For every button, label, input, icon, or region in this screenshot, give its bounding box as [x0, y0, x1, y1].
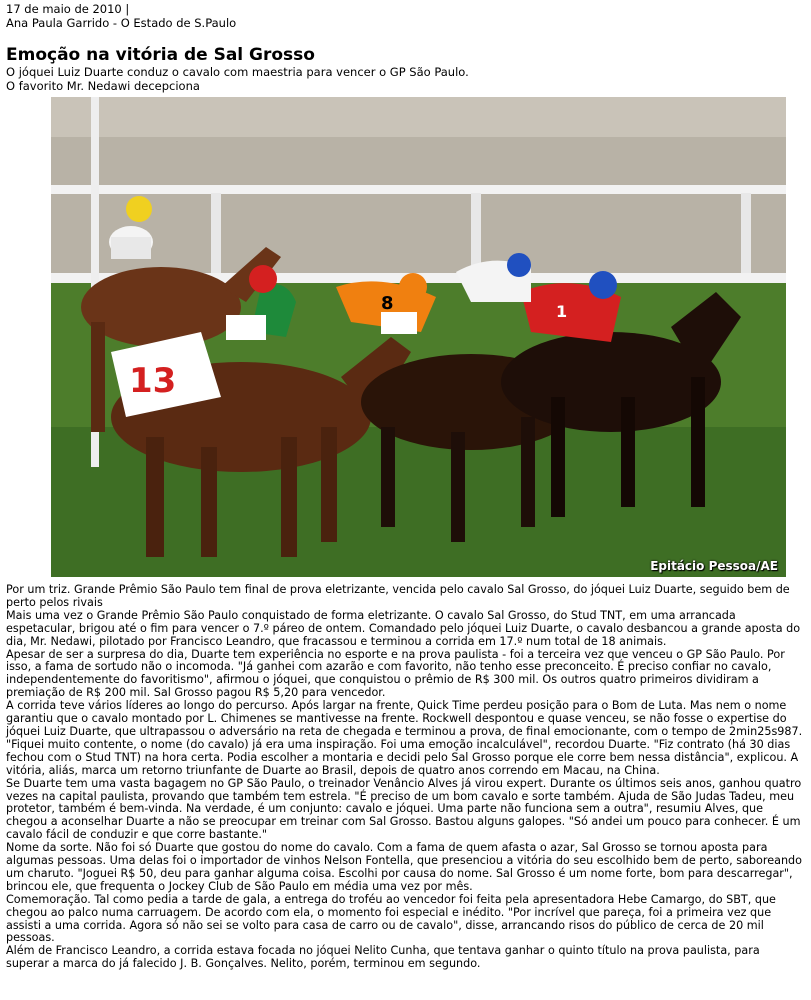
article-byline: Ana Paula Garrido - O Estado de S.Paulo [6, 16, 237, 30]
article-subtitle [6, 65, 706, 93]
rail-post [211, 193, 221, 283]
article-date: 17 de maio de 2010 | [6, 2, 130, 16]
article-paragraph: Se Duarte tem uma vasta bagagem no GP São Paulo, o treinador Venâncio Alves já virou expert. Durante os últimos seis anos, ganhou quatro vezes na capital paulista, provando que também tem estrela. "É preciso de um bom cavalo e sorte também. Ajuda de São Judas Tadeu, meu protetor, também é bem-vinda. Na verdade, é um conjunto: cavalo e jóquei. Uma parte não funciona sem a outra", resumiu Alves, que chegou a aconselhar Duarte a não se preocupar em treinar com Sal Grosso. Bastou alguns galopes. "Só andei um pouco para conhecer. É um cavalo fácil de conduzir e que corre bastante." [6, 776, 802, 842]
article-headline: Emoção na vitória de Sal Grosso [6, 45, 315, 65]
photo-caption: Por um triz. Grande Prêmio São Paulo tem final de prova eletrizante, vencida pelo cavalo Sal Grosso, do jóquei Luiz Duarte, seguido bem de perto pelos rivais [6, 583, 790, 609]
article-paragraph: Além de Francisco Leandro, a corrida estava focada no jóquei Nelito Cunha, que tentava ganhar o quinto título na prova paulista, para superar a marca do já falecido J. B. Gonçalves. Nelito, porém, terminou em segundo. [6, 944, 760, 971]
article-paragraph: Nome da sorte. Não foi só Duarte que gostou do nome do cavalo. Com a fama de quem afasta o azar, Sal Grosso se tornou aposta para algumas pessoas. Uma delas foi o importador de vinhos Nelson Fontella, que presenciou a vitória do seu escolhido bem de perto, saboreando um charuto. "Joguei R$ 50, deu para ganhar alguma coisa. Escolhi por causa do nome. Sal Grosso é um nome forte, bom para descarregar", brincou ele, que frequenta o Jockey Club de São Paulo em média uma vez por mês. [6, 841, 802, 893]
dirt-track-far [51, 97, 786, 137]
article-paragraph: Apesar de ser a surpresa do dia, Duarte tem experiência no esporte e na prova paulista - foi a terceira vez que venceu o GP São Paulo. Por isso, a fama de sortudo não o incomoda. "Já ganhei com azarão e com favorito, não tenho esse preconceito. É preciso confiar no cavalo, independentemente do favoritismo", afirmou o jóquei, que conquistou o prêmio de R$ 300 mil. Os outros quatro primeiros dividiram a premiação de R$ 200 mil. Sal Grosso pagou R$ 5,20 para vencedor. [6, 647, 785, 700]
race-photo [51, 97, 786, 577]
article-paragraph: Comemoração. Tal como pedia a tarde de gala, a entrega do troféu ao vencedor foi feita pela apresentadora Hebe Camargo, do SBT, que chegou ao palco numa carruagem. De acordo com ela, o momento foi especial e inédito. "Por incrível que pareça, foi a primeira vez que assisti a uma corrida. Agora só não sei se volto para casa de carro ou de cavalo", disse, arrancando risos do público de cerca de 20 mil pessoas. [6, 892, 776, 945]
photo-credit: Epitácio Pessoa/AE [650, 559, 778, 573]
race-photo-illustration [51, 97, 786, 577]
article-body [6, 584, 806, 971]
article-paragraph: A corrida teve vários líderes ao longo do percurso. Após largar na frente, Quick Time perdeu posição para o Bom de Luta. Mas nem o nome garantiu que o cavalo montado por L. Chimenes se mantivesse na frente. Rockwell despontou e quase venceu, se não fosse o expertise do jóquei Luiz Duarte, que ultrapassou o adversário na reta de chegada e terminou a prova, de final emocionante, com o tempo de 2min25s987. "Fiquei muito contente, o nome (do cavalo) já era uma inspiração. Foi uma emoção incalculável", recordou Duarte. "Fiz contrato (há 30 dias fechou com o Stud TNT) na hora certa. Podia escolher a montaria e decidi pelo Sal Grosso porque ele corre bem nessa distância", explicou. A vitória, aliás, marca um retorno triunfante de Duarte ao Brasil, depois de quatro anos correndo em Macau, na China. [6, 699, 803, 777]
saddle-number-1: 1 [556, 302, 568, 321]
article-meta [6, 2, 236, 30]
subtitle-line: O jóquei Luiz Duarte conduz o cavalo com maestria para vencer o GP São Paulo. [6, 65, 469, 79]
subtitle-line: O favorito Mr. Nedawi decepciona [6, 79, 200, 93]
rail-post [741, 193, 751, 283]
saddle-number-13: 13 [129, 361, 177, 401]
rail-top [51, 185, 786, 194]
saddle-number-8: 8 [381, 293, 394, 314]
article-paragraph: Mais uma vez o Grande Prêmio São Paulo conquistado de forma eletrizante. O cavalo Sal Grosso, do Stud TNT, em uma arrancada espetacular, brigou até o fim para vencer o 7.º páreo de ontem. Comandado pelo jóquei Luiz Duarte, o cavalo desbancou a grande aposta do dia, Mr. Nedawi, pilotado por Francisco Leandro, que fracassou e terminou a corrida em 17.º num total de 18 animais. [6, 608, 801, 648]
